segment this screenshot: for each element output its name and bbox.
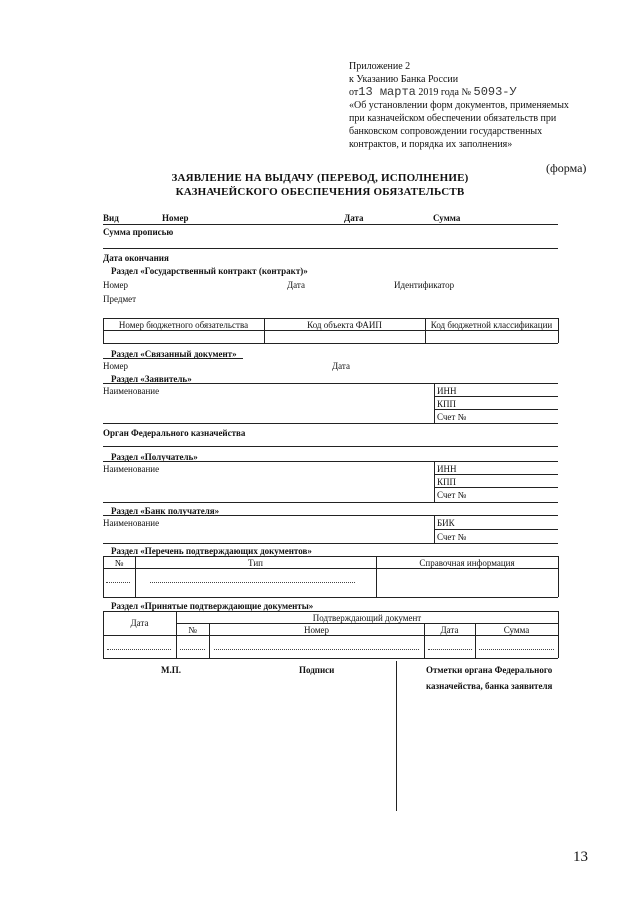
contract-table-vl3 [558, 318, 559, 343]
footer-divider [396, 661, 397, 811]
accepted-col-no: № [188, 625, 197, 635]
recipient-top-line [103, 461, 558, 462]
appendix-date-line [349, 86, 517, 99]
contract-table-bottom [103, 343, 558, 344]
accepted-table-top [103, 611, 558, 612]
footer-marks-line2: казначейства, банка заявителя [426, 681, 553, 691]
accepted-col-summa: Сумма [503, 625, 530, 635]
applicant-kpp-line [434, 409, 558, 410]
recipient-schet-label: Счет № [437, 490, 467, 500]
applicant-divider [434, 383, 435, 423]
treasury-line [103, 446, 558, 447]
appendix-date-prefix: от [349, 87, 359, 98]
bank-bik-line [434, 529, 558, 530]
col-budget-classification: Код бюджетной классификации [430, 320, 553, 330]
applicant-kpp-label: КПП [437, 399, 457, 409]
form-title-line1: ЗАЯВЛЕНИЕ НА ВЫДАЧУ (ПЕРЕВОД, ИСПОЛНЕНИЕ) [171, 172, 469, 184]
contract-identifikator-label: Идентификатор [394, 280, 455, 290]
confirm-table-vl3 [558, 556, 559, 597]
accepted-row-data-dots [428, 649, 472, 650]
accepted-row-nomer-dots [214, 649, 419, 650]
label-data-okonchaniya: Дата окончания [103, 253, 169, 263]
bank-name-label: Наименование [103, 518, 160, 528]
col-faip-code: Код объекта ФАИП [307, 320, 382, 330]
recipient-kpp-label: КПП [437, 477, 457, 487]
appendix-line4: «Об установлении форм документов, применяемых [349, 100, 569, 111]
recipient-inn-label: ИНН [437, 464, 457, 474]
accepted-col-date: Дата [130, 618, 149, 628]
applicant-inn-line [434, 396, 558, 397]
label-summa: Сумма [433, 213, 461, 223]
accepted-row-date-dots [107, 649, 171, 650]
col-budget-obligation: Номер бюджетного обязательства [118, 320, 249, 330]
applicant-schet-label: Счет № [437, 412, 467, 422]
applicant-bottom-line [103, 423, 558, 424]
linked-underline [103, 358, 243, 359]
confirm-table-top [103, 556, 558, 557]
label-nomer: Номер [162, 213, 189, 223]
footer-mp: М.П. [161, 665, 181, 675]
contract-data-label: Дата [287, 280, 305, 290]
page-number: 13 [573, 849, 588, 865]
header-line [103, 224, 558, 225]
linked-data-label: Дата [332, 361, 350, 371]
confirm-col-info: Справочная информация [419, 558, 515, 568]
bank-schet-label: Счет № [437, 532, 467, 542]
recipient-kpp-line [434, 487, 558, 488]
label-data: Дата [344, 213, 364, 223]
form-mark: (форма) [546, 161, 587, 175]
footer-marks-line1: Отметки органа Федерального [426, 665, 553, 675]
appendix-year-text: 2019 года № [418, 87, 471, 98]
appendix-number-handwritten: 5093-У [473, 85, 517, 99]
accepted-row-no-dots [180, 649, 205, 650]
appendix-line5: при казначейском обеспечении обязательств при [349, 113, 557, 124]
section-contract: Раздел «Государственный контракт (контракт)» [111, 266, 308, 276]
section-bank: Раздел «Банк получателя» [111, 506, 220, 516]
contract-nomer-label: Номер [103, 280, 129, 290]
appendix-date-handwritten: 13 марта [358, 85, 416, 99]
bank-top-line [103, 515, 558, 516]
accepted-col-nomer: Номер [303, 625, 330, 635]
appendix-line1: Приложение 2 [349, 61, 411, 72]
label-vid: Вид [103, 213, 119, 223]
contract-table-top [103, 318, 558, 319]
bank-bottom-line [103, 543, 558, 544]
recipient-divider [434, 461, 435, 502]
label-summa-propisyu: Сумма прописью [103, 227, 174, 237]
recipient-inn-line [434, 474, 558, 475]
accepted-row-summa-dots [479, 649, 554, 650]
bank-bik-label: БИК [437, 518, 455, 528]
appendix-line2: к Указанию Банка России [349, 74, 459, 85]
accepted-group-header: Подтверждающий документ [312, 613, 422, 623]
linked-nomer-label: Номер [103, 361, 129, 371]
accepted-table-vl5 [558, 611, 559, 658]
footer-signatures: Подписи [299, 665, 335, 675]
recipient-bottom-line [103, 502, 558, 503]
form-title-line2: КАЗНАЧЕЙСКОГО ОБЕСПЕЧЕНИЯ ОБЯЗАТЕЛЬСТВ [175, 186, 465, 198]
confirm-row-type-dots [150, 582, 355, 583]
appendix-line6: банковском сопровождении государственных [349, 126, 543, 137]
confirm-col-no: № [114, 558, 124, 568]
appendix-line7: контрактов, и порядка их заполнения» [349, 139, 513, 150]
confirm-col-type: Тип [248, 558, 263, 568]
applicant-top-line [103, 383, 558, 384]
section-confirm-list: Раздел «Перечень подтверждающих документов» [111, 546, 312, 556]
section-applicant: Раздел «Заявитель» [111, 374, 192, 384]
confirm-table-bottom [103, 597, 558, 598]
applicant-name-label: Наименование [103, 386, 160, 396]
section-accepted: Раздел «Принятые подтверждающие документы» [111, 601, 314, 611]
recipient-name-label: Наименование [103, 464, 160, 474]
section-linked: Раздел «Связанный документ» [111, 349, 237, 359]
treasury-label: Орган Федерального казначейства [103, 428, 246, 438]
confirm-row-no-dots [106, 582, 130, 583]
accepted-table-bottom [103, 658, 558, 659]
amount-words-line [103, 248, 558, 249]
contract-predmet-label: Предмет [103, 294, 137, 304]
accepted-col-data: Дата [440, 625, 459, 635]
applicant-inn-label: ИНН [437, 386, 457, 396]
section-recipient: Раздел «Получатель» [111, 452, 198, 462]
